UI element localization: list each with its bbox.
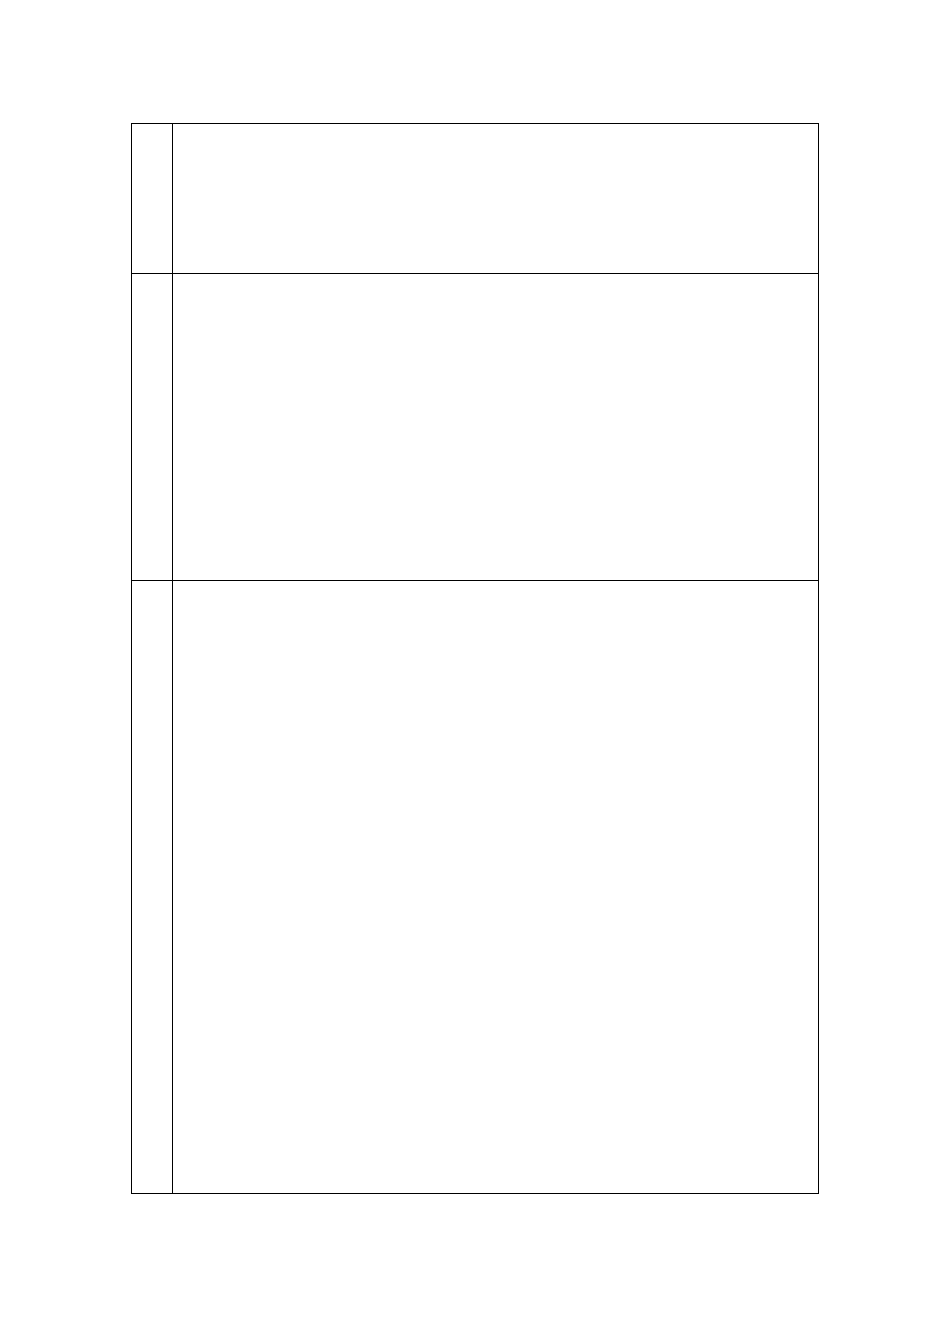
top-section bbox=[181, 124, 810, 273]
extended-section bbox=[181, 581, 810, 1193]
column-divider bbox=[172, 124, 173, 1193]
core-section bbox=[181, 274, 810, 580]
vocabulary-table bbox=[131, 123, 819, 1194]
